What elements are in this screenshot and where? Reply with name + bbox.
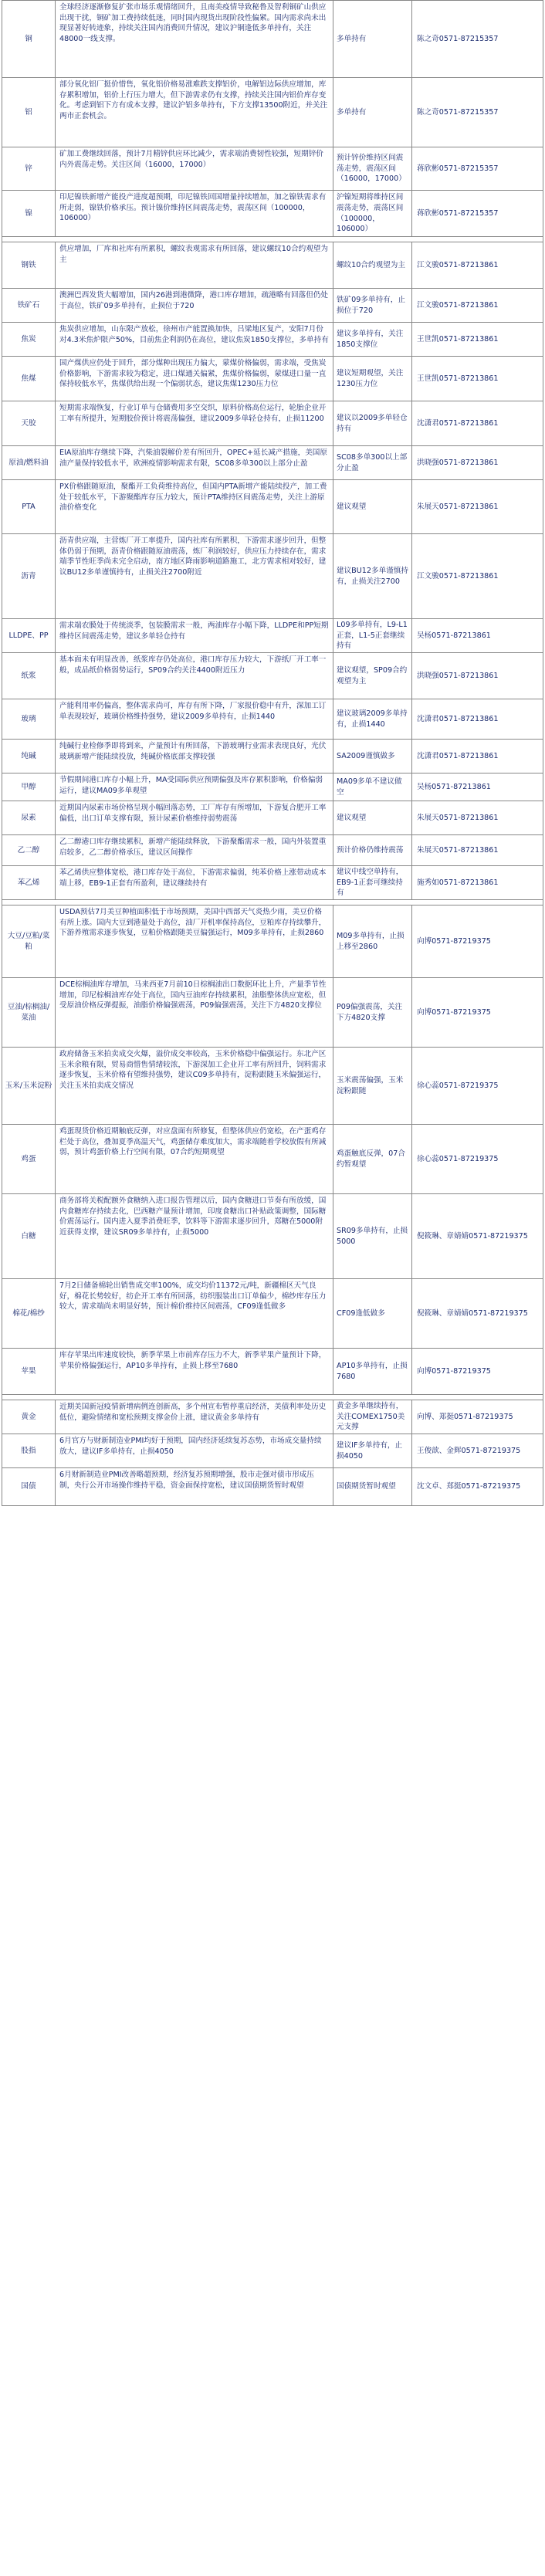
market-analysis: 6月财新制造业PMI改善略超预期，经济复苏预期增强，股市走强对债市形成压制，央行公开市场操作维持平稳，资金面保持宽松，建议国债期货暂时观望 (55, 1468, 333, 1505)
commodity-name: 天胶 (21, 418, 36, 428)
market-analysis: 库存苹果出库速度较快，新季苹果上市前库存压力不大，新季苹果产量预计下降，苹果价格偏强运行，AP10多单持有，止损上移至7680 (55, 1349, 333, 1394)
analyst-contact: 江文骏0571-87213861 (411, 534, 543, 618)
table-row (2, 1047, 543, 1124)
trading-view: 建议观望 (333, 801, 411, 834)
commodity-name: 沥青 (21, 571, 36, 581)
analyst-contact: 向博0571-87219375 (411, 905, 543, 977)
market-analysis: 澳洲巴西发货大幅增加，国内26港到港微降，港口库存增加，疏港略有回落但仍处于高位，铁矿09多单持有，止损位于720 (55, 289, 333, 322)
market-analysis: 部分氧化铝厂挺价惜售，氧化铝价格易涨难跌支撑铝价，电解铝边际供应增加，库存累积增加，铝价上行压力增大，但下游需求仍有支撑，持续关注国内铝价库存变化。考虑到铝下方有成本支撑，建议沪铝多单持有，下方支撑13500附近，并关注两市正套机会。 (55, 78, 333, 147)
analyst-contact: 朱展天0571-87213861 (411, 801, 543, 834)
table-row (2, 190, 543, 236)
table-row (2, 479, 543, 533)
commodity-name: 豆油/棕榈油/菜油 (7, 1002, 50, 1022)
analyst-contact: 沈潇君0571-87213861 (411, 699, 543, 739)
commodity-name: 鸡蛋 (21, 1154, 36, 1163)
table-row (2, 77, 543, 147)
market-analysis: 7月2日储备棉轮出销售成交率100%，成交均价11372元/吨，新疆棉区天气良好，棉花长势较好，纺企开工率有所回落，纺织服装出口订单偏少，棉纱库存压力较大，需求端尚未明显好转，预计棉价维持区间震荡，CF09逢低做多 (55, 1279, 333, 1348)
commodity-name: 纸浆 (21, 671, 36, 680)
trading-view: 建议多单持有，关注1850支撑位 (333, 323, 411, 356)
trading-view: 建议短期观望，关注1230压力位 (333, 357, 411, 401)
analyst-contact: 朱展天0571-87213861 (411, 480, 543, 533)
trading-view: MA09多单不建议做空 (333, 773, 411, 801)
table-row (2, 652, 543, 699)
market-analysis: 基本面未有明显改善，纸浆库存仍处高位，港口库存压力较大，下游纸厂开工率一般，成品纸价格弱势运行，SP09合约关注4400附近压力 (55, 653, 333, 699)
analyst-contact: 蒋欣彬0571-87215357 (411, 191, 543, 236)
trading-view: 建议以2009多单轻仓持有 (333, 401, 411, 445)
analyst-contact: 王世凯0571-87213861 (411, 323, 543, 356)
market-analysis: 商务部将关税配额外食糖纳入进口报告管理以后，国内食糖进口节奏有所放缓，国内食糖库存持续去化，巴西糖产量预计增加，印度食糖出口补贴政策调整，国际糖价震荡运行。国内进入夏季消费旺季，饮料等下游需求逐步回升，郑糖在5000附近获得支撑，建议SR09多单持有，止损5000 (55, 1194, 333, 1278)
commodity-name: 铁矿石 (17, 300, 40, 310)
table-row (2, 288, 543, 322)
analyst-contact: 蒋欣彬0571-87215357 (411, 147, 543, 190)
market-analysis: 6月官方与财新制造业PMI均好于预期，国内经济延续复苏态势，市场成交量持续放大，建议IF多单持有，止损4050 (55, 1434, 333, 1467)
market-analysis: USDA预估7月美豆种植面积低于市场预期，美国中西部天气炎热少雨，美豆价格有所上涨。国内大豆到港量处于高位，油厂开机率保持高位，豆粕库存持续攀升，下游养殖需求逐步恢复，豆粕价格跟随美豆偏强运行，M09多单持有，止损2860 (55, 905, 333, 977)
market-analysis: 国产煤供应仍处于回升，部分煤种出现压力偏大，蒙煤价格偏弱，需求端，受焦炭价格影响，下游需求较为稳定，进口煤通关偏紧，焦煤价格偏弱，蒙煤进口量一直保持较低水平，焦煤供给出现一个偏弱状态，建议焦煤1230压力位 (55, 357, 333, 401)
commodity-name: 镍 (25, 208, 32, 218)
market-analysis: 需求端农膜处于传统淡季，包装膜需求一般，两油库存小幅下降，LLDPE和PP短期维持区间震荡走势，建议多单轻仓持有 (55, 619, 333, 652)
market-analysis: 近期美国新冠疫情新增病例连创新高，多个州宣布暂停重启经济，美债利率处历史低位，避险情绪和宽松预期支撑金价上涨，建议黄金多单持有 (55, 1400, 333, 1434)
market-analysis: PX价格跟随原油，聚酯开工负荷维持高位，但国内PTA新增产能陆续投产，加工费处于较低水平，下游聚酯库存压力较大，预计PTA维持区间震荡走势，关注上游原油价格变化 (55, 480, 333, 533)
table-row (2, 0, 543, 77)
market-analysis: 印尼镍铁新增产能投产进度超预期，印尼镍铁回国增量持续增加，加之镍铁需求有所走弱，镍铁价格承压。预计镍价维持区间震荡走势，震荡区间（100000，106000） (55, 191, 333, 236)
commodity-name: 玉米/玉米淀粉 (5, 1081, 52, 1090)
trading-view: 国债期货暂时观望 (333, 1468, 411, 1505)
analyst-contact: 吴杨0571-87213861 (411, 773, 543, 801)
trading-view: 建议中线空单持有，EB9-1正套可继续持有 (333, 866, 411, 899)
table-row (2, 1467, 543, 1506)
trading-view: SR09多单持有，止损5000 (333, 1194, 411, 1278)
trading-view: 多单持有 (333, 1, 411, 77)
analyst-contact: 倪筱琳、章婧婧0571-87219375 (411, 1194, 543, 1278)
commodity-name: 棉花/棉纱 (12, 1308, 45, 1318)
trading-view: 铁矿09多单持有，止损位于720 (333, 289, 411, 322)
table-row (2, 739, 543, 773)
market-analysis: 焦炭供应增加，山东限产放松，徐州市产能置换加快，吕梁地区复产，安阳7月份对4.3米焦炉限产50%，目前焦企利润仍在高位，建议焦炭1850支撑位，多单持有 (55, 323, 333, 356)
table-row (2, 242, 543, 288)
trading-view: 建议BU12多单谨慎持有，止损关注2700 (333, 534, 411, 618)
table-row (2, 834, 543, 865)
table-row (2, 977, 543, 1047)
table-row (2, 905, 543, 977)
analyst-contact: 徐心蕊0571-87219375 (411, 1125, 543, 1193)
trading-view: 鸡蛋触底反弹，07合约暂观望 (333, 1125, 411, 1193)
trading-view: P09偏强震荡，关注下方4820支撑 (333, 978, 411, 1047)
section-divider (2, 1394, 543, 1400)
commodity-name: 苹果 (21, 1366, 36, 1376)
trading-view: 预计锌价维持区间震荡走势，震荡区间（16000，17000） (333, 147, 411, 190)
trading-view: 建议IF多单持有，止损4050 (333, 1434, 411, 1467)
table-row (2, 801, 543, 834)
table-row (2, 147, 543, 190)
analyst-contact: 洪晓强0571-87213861 (411, 446, 543, 479)
table-row (2, 865, 543, 899)
analyst-contact: 王俊歆、金辉0571-87219375 (411, 1434, 543, 1467)
table-row (2, 773, 543, 801)
trading-view: SC08多单300以上部分止盈 (333, 446, 411, 479)
trading-view: 螺纹10合约观望为主 (333, 242, 411, 288)
market-analysis: 苯乙烯供应整体宽松，港口库存处于高位，下游需求偏弱，纯苯价格上涨带动成本端上移，EB9-1正套有所盈利，建议继续持有 (55, 866, 333, 899)
commodity-name: 大豆/豆粕/菜粕 (7, 931, 50, 951)
analyst-contact: 倪筱琳、章婧婧0571-87219375 (411, 1279, 543, 1348)
analyst-contact: 施秀如0571-87213861 (411, 866, 543, 899)
analyst-contact: 沈文卓、郑挺0571-87219375 (411, 1468, 543, 1505)
commodity-name: 苯乙烯 (17, 878, 40, 887)
table-row (2, 1278, 543, 1348)
commodity-name: 锌 (25, 164, 32, 173)
commodity-name: 铜 (25, 34, 32, 43)
commodity-name: 股指 (21, 1446, 36, 1455)
table-row (2, 401, 543, 445)
market-analysis: 供应增加，厂库和社库有所累积，螺纹表观需求有所回落，建议螺纹10合约观望为主 (55, 242, 333, 288)
table-row (2, 1348, 543, 1394)
commodity-name: PTA (22, 502, 36, 511)
commodity-name: 铝 (25, 107, 32, 117)
trading-view: M09多单持有，止损上移至2860 (333, 905, 411, 977)
analyst-contact: 徐心蕊0571-87219375 (411, 1048, 543, 1124)
trading-view: SA2009谨慎做多 (333, 740, 411, 773)
table-row (2, 1400, 543, 1434)
analyst-contact: 江文骏0571-87213861 (411, 289, 543, 322)
commodity-name: 乙二醇 (17, 845, 40, 855)
trading-view: 黄金多单继续持有，关注COMEX1750美元支撑 (333, 1400, 411, 1434)
trading-view: L09多单持有，L9-L1正套，L1-5正套继续持有 (333, 619, 411, 652)
analyst-contact: 朱展天0571-87213861 (411, 835, 543, 865)
analyst-contact: 向博、郑挺0571-87219375 (411, 1400, 543, 1434)
table-row (2, 1193, 543, 1278)
market-analysis: 产能利用率仍偏高，整体需求尚可，库存有所下降，厂家报价稳中有升，深加工订单表现较好，玻璃价格维持强势，建议2009多单持有，止损1440 (55, 699, 333, 739)
commodity-name: 焦炭 (21, 334, 36, 344)
market-analysis: DCE棕榈油库存增加，马来西亚7月前10日棕榈油出口数据环比上升，产量季节性增加，印尼棕榈油库存处于高位，国内豆油库存持续累积，油脂整体供应宽松，但受原油价格反弹提振，油脂价格偏强震荡，P09偏强震荡，关注下方4820支撑位 (55, 978, 333, 1047)
commodity-name: 钢铁 (21, 260, 36, 269)
trading-view: CF09逢低做多 (333, 1279, 411, 1348)
trading-view: AP10多单持有，止损7680 (333, 1349, 411, 1394)
trading-view: 建议观望，SP09合约观望为主 (333, 653, 411, 699)
analyst-contact: 王世凯0571-87213861 (411, 357, 543, 401)
trading-view: 玉米震荡偏强，玉米淀粉跟随 (333, 1048, 411, 1124)
market-analysis: 节假期间港口库存小幅上升，MA受国际供应预期偏强及库存累积影响，价格偏弱运行，建议MA09多单观望 (55, 773, 333, 801)
analyst-contact: 吴杨0571-87213861 (411, 619, 543, 652)
commodity-name: 纯碱 (21, 751, 36, 760)
market-analysis: 政府储备玉米拍卖成交火爆，溢价成交率较高，玉米价格稳中偏强运行。东北产区玉米余粮有限，贸易商惜售情绪较浓，下游深加工企业开工率有所回升，饲料需求逐步恢复，玉米价格有望维持强势，建议C09多单持有，淀粉跟随玉米偏强运行，关注玉米拍卖成交情况 (55, 1048, 333, 1124)
market-analysis: 矿加工费继续回落，预计7月精锌供应环比减少，需求端消费韧性较强，短期锌价内外震荡走势。关注区间（16000，17000） (55, 147, 333, 190)
analyst-contact: 陈之奇0571-87215357 (411, 1, 543, 77)
market-analysis: 鸡蛋现货价格近期触底反弹，对应盘面有所修复，但整体供应仍宽松，在产蛋鸡存栏处于高位，叠加夏季高温天气，鸡蛋储存难度加大，需求端随着学校放假有所减弱，预计鸡蛋价格上行空间有限，07合约短期观望 (55, 1125, 333, 1193)
commodity-name: 原油/燃料油 (8, 458, 49, 467)
table-row (2, 618, 543, 652)
trading-view: 多单持有 (333, 78, 411, 147)
market-analysis: 乙二醇港口库存继续累积，新增产能陆续释放，下游聚酯需求一般，国内外装置重启较多，乙二醇价格承压，建议区间操作 (55, 835, 333, 865)
table-row (2, 1434, 543, 1467)
market-analysis: 纯碱行业检修季即将到来，产量预计有所回落，下游玻璃行业需求表现良好，光伏玻璃新增产能陆续投放，纯碱价格底部支撑较强 (55, 740, 333, 773)
market-analysis: 短期需求端恢复，行业订单与仓储费用多空交织，原料价格高位运行，轮胎企业开工率有所提升，短期胶价预计将震荡偏强，建议2009多单轻仓持有，止损11200 (55, 401, 333, 445)
analyst-contact: 向博0571-87219375 (411, 978, 543, 1047)
trading-view: 预计价格仍维持震荡 (333, 835, 411, 865)
commodity-name: 玻璃 (21, 714, 36, 723)
trading-view: 沪镍短期将维持区间震荡走势，震荡区间（100000，106000） (333, 191, 411, 236)
market-analysis: 沥青供应端，主营炼厂开工率提升，国内社库有所累积，下游需求逐步回升，但整体仍弱于预期，沥青价格跟随原油震荡，炼厂利润较好，供应压力持续存在，需求端季节性旺季尚未完全启动，南方地区降雨影响道路施工，北方需求相对较好，建议BU12多单谨慎持有，止损关注2700附近 (55, 534, 333, 618)
commodity-name: 黄金 (21, 1412, 36, 1421)
table-row (2, 445, 543, 479)
table-row (2, 322, 543, 356)
analyst-contact: 江文骏0571-87213861 (411, 242, 543, 288)
table-row (2, 356, 543, 401)
section-divider (2, 236, 543, 242)
trading-view: 建议玻璃2009多单持有，止损1440 (333, 699, 411, 739)
table-row (2, 1124, 543, 1193)
analyst-contact: 沈潇君0571-87213861 (411, 401, 543, 445)
market-analysis: EIA原油库存继续下降，汽柴油裂解价差有所回升，OPEC+延长减产措施，美国原油产量保持较低水平，欧洲疫情影响需求有限，SC08多单300以上部分止盈 (55, 446, 333, 479)
table-row (2, 699, 543, 739)
section-divider (2, 899, 543, 905)
analyst-contact: 向博0571-87219375 (411, 1349, 543, 1394)
analyst-contact: 陈之奇0571-87215357 (411, 78, 543, 147)
market-analysis: 全球经济逐渐修复扩张市场乐观情绪回升，且南美疫情导致秘鲁及智利铜矿山供应出现干扰，铜矿加工费持续低迷，同时国内现货出现阶段性偏紧。国内需求尚未出现显著好转迹象，持续关注国内消费回升情况，建议沪铜逢低多单持有，关注48000一线支撑。 (55, 1, 333, 77)
commodity-name: LLDPE、PP (8, 631, 49, 640)
commodity-name: 白糖 (21, 1231, 36, 1241)
analyst-contact: 洪晓强0571-87213861 (411, 653, 543, 699)
market-view-table (2, 0, 543, 1506)
commodity-name: 焦煤 (21, 374, 36, 383)
commodity-name: 甲醇 (21, 782, 36, 791)
analyst-contact: 沈潇君0571-87213861 (411, 740, 543, 773)
trading-view: 建议观望 (333, 480, 411, 533)
market-analysis: 近期国内尿素市场价格呈现小幅回落态势，工厂库存有所增加，下游复合肥开工率偏低，出口订单支撑有限，预计尿素价格维持弱势震荡 (55, 801, 333, 834)
commodity-name: 尿素 (21, 813, 36, 822)
commodity-name: 国债 (21, 1482, 36, 1491)
table-row (2, 533, 543, 618)
